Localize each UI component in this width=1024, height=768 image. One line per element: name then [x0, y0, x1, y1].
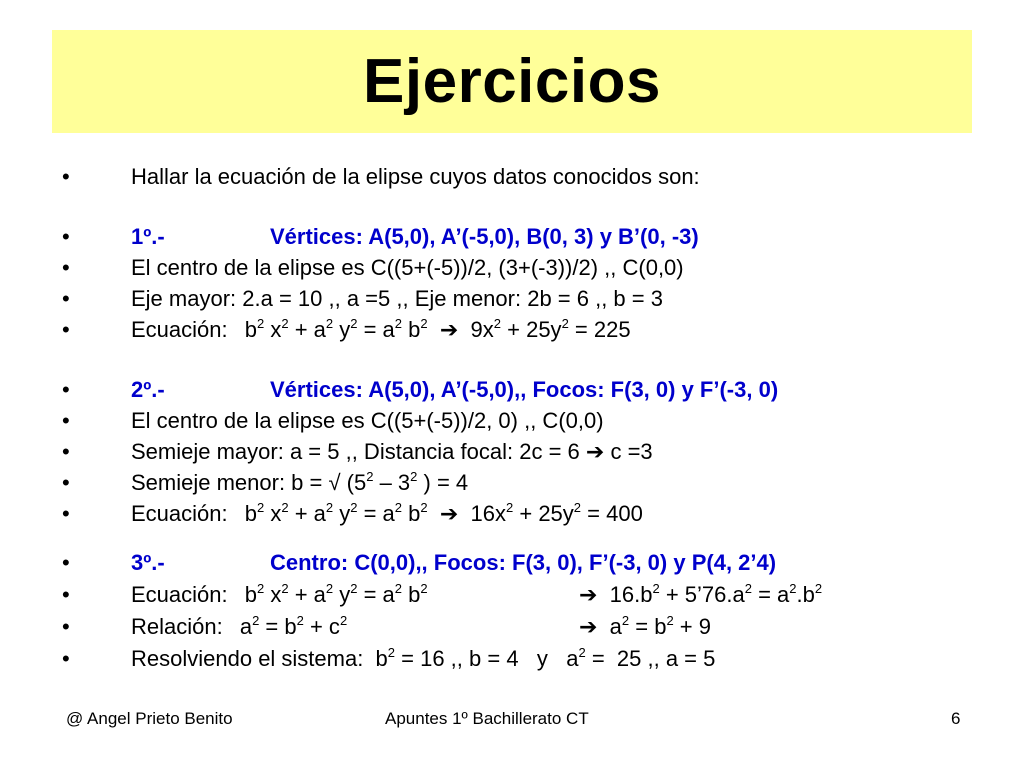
list-item	[0, 162, 1024, 192]
intro-text: Hallar la ecuación de la elipse cuyos datos conocidos son:	[131, 164, 700, 189]
bullet: •	[62, 582, 70, 607]
bullet: •	[62, 377, 70, 402]
list-item	[0, 284, 1024, 314]
bullet: •	[62, 255, 70, 280]
list-item	[0, 375, 1024, 405]
list-item	[0, 437, 1024, 467]
exercise-3-equation: Ecuación: $b^2$ $x^2 + a^2$ $y^2 = a^2$ $b^2$	[131, 580, 428, 607]
exercise-1-equation: Ecuación: $b^2$ $x^2 + a^2$ $y^2 = a^2$ $b^2$ ➔ $9x^2 + 25y^2 = 225$	[131, 315, 631, 342]
exercise-1-label: 1º.-	[131, 224, 165, 249]
exercise-2-semi-major	[131, 437, 653, 467]
list-item	[0, 644, 1024, 674]
footer-course: Apuntes 1º Bachillerato CT	[385, 709, 589, 728]
exercise-3-solution: Resolviendo el sistema: $b^2 = 16$ ,, b = 4 y $a^2 = 25$ ,, a = 5	[131, 644, 716, 671]
footer-author: @ Angel Prieto Benito	[66, 709, 233, 728]
exercise-3-equation-result: ➔ $16.b^2$ + $5’76.a^2 = a^2.b^2$	[579, 580, 823, 607]
exercise-2-heading: Vértices: A(5,0), A’(-5,0),, Focos: F(3, 0) y F’(-3, 0)	[270, 377, 779, 402]
arrow-icon: ➔	[439, 317, 459, 342]
list-item	[0, 468, 1024, 498]
arrow-icon: ➔	[585, 439, 605, 464]
bullet: •	[62, 317, 70, 342]
exercise-3-relation-result: ➔ $a^2 = b^2 + 9$	[579, 612, 711, 639]
bullet: •	[62, 286, 70, 311]
bullet: •	[62, 470, 70, 495]
list-item	[0, 253, 1024, 283]
bullet: •	[62, 614, 70, 639]
list-item	[0, 406, 1024, 436]
exercise-1-center: El centro de la elipse es C((5+(-5))/2, (3+(-3))/2) ,, C(0,0)	[131, 255, 684, 280]
equation-label: Ecuación:	[131, 501, 228, 526]
equation-label: Ecuación:	[131, 317, 228, 342]
arrow-icon: ➔	[439, 501, 459, 526]
bullet: •	[62, 550, 70, 575]
exercise-1-axes: Eje mayor: 2.a = 10 ,, a =5 ,, Eje menor: 2b = 6 ,, b = 3	[131, 286, 663, 311]
bullet: •	[62, 408, 70, 433]
semi-major-text: Semieje mayor: a = 5 ,, Distancia focal: 2c = 6	[131, 439, 580, 464]
list-item	[0, 222, 1024, 252]
exercise-3-heading: Centro: C(0,0),, Focos: F(3, 0), F’(-3, 0) y P(4, 2’4)	[270, 550, 777, 575]
exercise-3-label: 3º.-	[131, 550, 165, 575]
bullet: •	[62, 164, 70, 189]
slide-title: Ejercicios	[363, 47, 661, 116]
arrow-icon: ➔	[579, 614, 598, 639]
bullet: •	[62, 439, 70, 464]
list-item	[0, 315, 1024, 345]
bullet: •	[62, 646, 70, 671]
equation-result: $16x^2 + 25y^2 = 400$	[470, 499, 643, 526]
list-item	[0, 499, 1024, 529]
exercise-2-label: 2º.-	[131, 377, 165, 402]
relation-label: Relación:	[131, 614, 223, 639]
equation-label: Ecuación:	[131, 582, 228, 607]
list-item	[0, 580, 1024, 610]
exercise-2-center: El centro de la elipse es C((5+(-5))/2, 0) ,, C(0,0)	[131, 408, 604, 433]
arrow-icon: ➔	[579, 582, 598, 607]
semi-major-result: c =3	[610, 439, 653, 464]
bullet: •	[62, 224, 70, 249]
exercise-3-relation: Relación: $a^2 = b^2 + c^2$	[131, 612, 348, 639]
list-item	[0, 612, 1024, 642]
exercise-2-equation: Ecuación: $b^2$ $x^2 + a^2$ $y^2 = a^2$ $b^2$ ➔ $16x^2 + 25y^2 = 400$	[131, 499, 643, 526]
footer-page-number: 6	[951, 709, 961, 728]
title-banner	[52, 30, 972, 133]
exercise-2-semi-minor: Semieje menor: b = √ ($5^2 - 3^2$ ) = 4	[131, 468, 469, 495]
exercise-1-heading: Vértices: A(5,0), A’(-5,0), B(0, 3) y B’(0, -3)	[270, 224, 699, 249]
list-item	[0, 548, 1024, 578]
equation-result: $9x^2 + 25y^2 = 225$	[470, 315, 631, 342]
bullet: •	[62, 501, 70, 526]
